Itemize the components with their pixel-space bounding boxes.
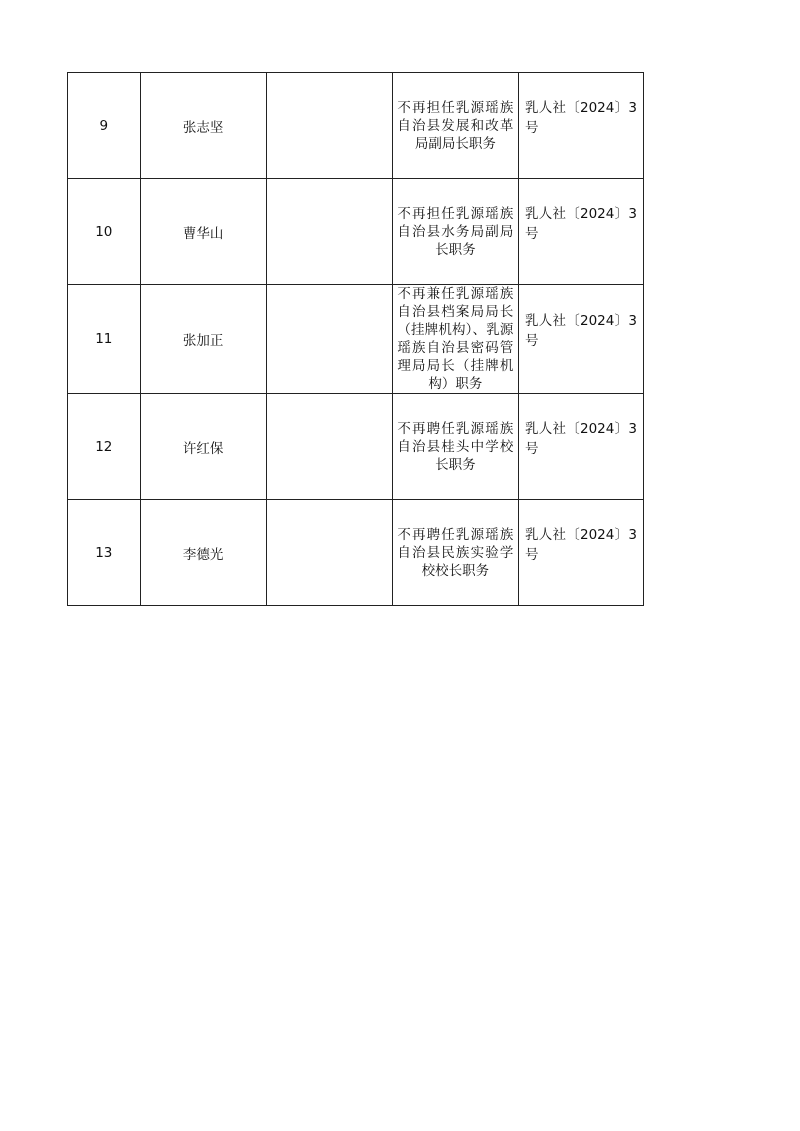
- table-row: [68, 73, 644, 179]
- blank-cell: [266, 179, 392, 285]
- document-cell: [518, 394, 643, 500]
- position-text: 不再聘任乳源瑶族自治县民族实验学校校长职务: [397, 526, 514, 579]
- document-number: 乳人社〔2024〕3号: [524, 420, 637, 457]
- person-name: 许红保: [140, 394, 266, 500]
- row-number: 11: [68, 285, 141, 394]
- document-number: 乳人社〔2024〕3号: [524, 205, 637, 242]
- table-row: [68, 500, 644, 606]
- blank-cell: [266, 73, 392, 179]
- position-cell: [392, 285, 518, 394]
- position-text: 不再担任乳源瑶族自治县水务局副局长职务: [397, 205, 514, 258]
- row-number: 9: [68, 73, 141, 179]
- document-number: 乳人社〔2024〕3号: [524, 313, 637, 349]
- personnel-table: [67, 72, 644, 606]
- person-name: 曹华山: [140, 179, 266, 285]
- person-name: 张志坚: [140, 73, 266, 179]
- blank-cell: [266, 394, 392, 500]
- position-cell: [392, 73, 518, 179]
- blank-cell: [266, 285, 392, 394]
- person-name: 张加正: [140, 285, 266, 394]
- document-cell: [518, 500, 643, 606]
- document-cell: [518, 73, 643, 179]
- position-cell: [392, 394, 518, 500]
- document-cell: [518, 285, 643, 394]
- blank-cell: [266, 500, 392, 606]
- document-number: 乳人社〔2024〕3号: [524, 526, 637, 563]
- table-row: [68, 179, 644, 285]
- position-text: 不再兼任乳源瑶族自治县档案局局长（挂牌机构）、乳源瑶族自治县密码管理局局长（挂牌机构）职务: [397, 286, 514, 392]
- table-row: [68, 394, 644, 500]
- position-cell: [392, 500, 518, 606]
- position-text: 不再担任乳源瑶族自治县发展和改革局副局长职务: [397, 99, 514, 152]
- document-number: 乳人社〔2024〕3号: [524, 99, 637, 136]
- position-cell: [392, 179, 518, 285]
- row-number: 10: [68, 179, 141, 285]
- position-text: 不再聘任乳源瑶族自治县桂头中学校长职务: [397, 420, 514, 473]
- table-row: [68, 285, 644, 394]
- row-number: 13: [68, 500, 141, 606]
- person-name: 李德光: [140, 500, 266, 606]
- row-number: 12: [68, 394, 141, 500]
- document-cell: [518, 179, 643, 285]
